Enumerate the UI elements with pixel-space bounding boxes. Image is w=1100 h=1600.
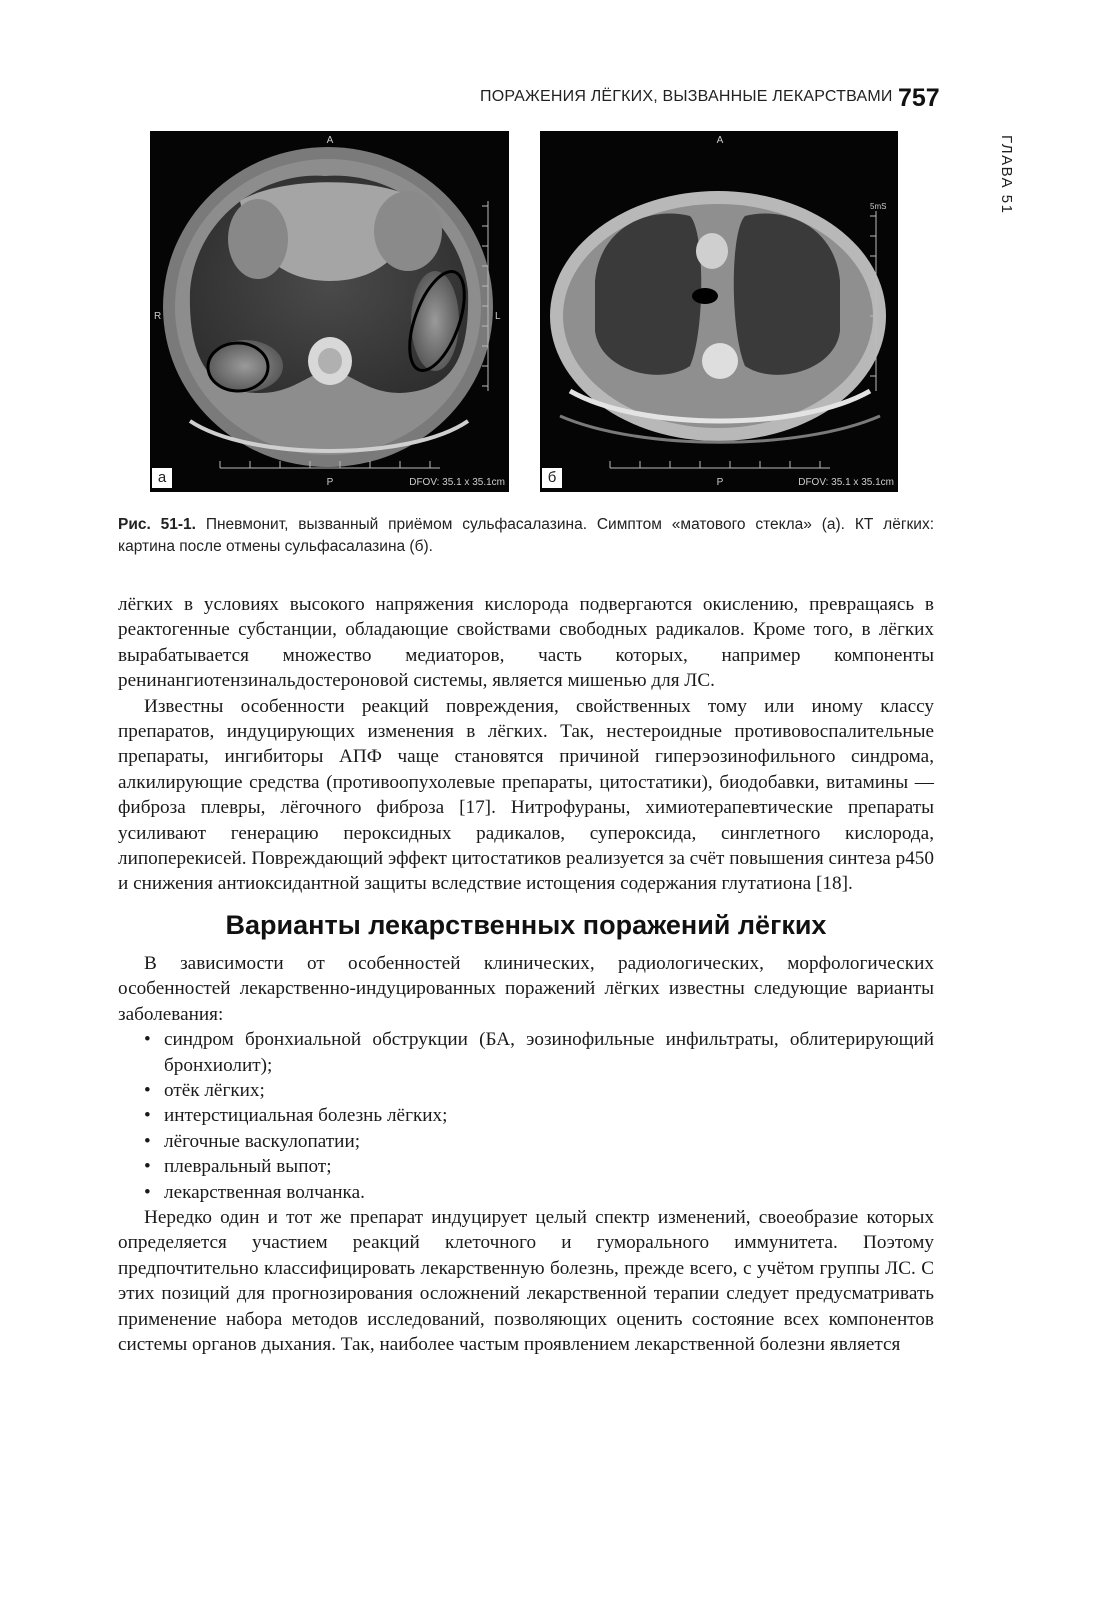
- list-item: • плевральный выпот;: [144, 1154, 934, 1179]
- variants-list: [118, 1027, 934, 1205]
- paragraph-4: Нередко один и тот же препарат индуцирует целый спектр изменений, своеобразие которых определяется участием реакций клеточного и гуморального иммунитета. Поэтому предпочтительно классифицировать лекарственную болезнь, прежде всего, с учётом группы ЛС. С этих позиций для прогнозирования осложнений лекарственной терапии следует предусматривать применение набора методов исследований, позволяющих оценить состояние всех компонентов системы органов дыхания. Так, наиболее частым проявлением лекарственной болезни является: [118, 1206, 934, 1355]
- ct-image-a: [150, 131, 509, 492]
- orientation-top-b: A: [716, 135, 724, 146]
- section-heading: Варианты лекарственных поражений лёгких: [225, 909, 827, 940]
- dfov-text-b: DFOV: 35.1 x 35.1cm: [798, 477, 894, 488]
- list-item: • лекарственная волчанка.: [144, 1180, 934, 1205]
- corner-text-b: 5mS: [870, 202, 887, 211]
- orientation-left-a: R: [154, 311, 162, 322]
- orientation-bottom-a: P: [326, 477, 334, 488]
- dfov-text-a: DFOV: 35.1 x 35.1cm: [409, 477, 505, 488]
- body-text: [118, 592, 934, 1357]
- page-number: 757: [898, 84, 940, 112]
- paragraph-2: Известны особенности реакций повреждения, свойственных тому или иному классу препаратов, индуцирующих изменения в лёгких. Так, нестероидные противовоспалительные препараты, ингибиторы АПФ чаще становятся причиной гиперэозинофильного синдрома, алкилирующие средства (противоопухолевые препараты, цитостатики), биодобавки, витамины — фиброза плевры, лёгочного фиброза [17]. Нитрофураны, химиотерапевтические препараты усиливают генерацию пероксидных радикалов, супероксида, синглетного кислорода, липоперекисей. Повреждающий эффект цитостатиков реализуется за счёт повышения синтеза p450 и снижения антиоксидантной защиты вследствие истощения содержания глутатиона [18].: [118, 695, 934, 895]
- orientation-top-a: A: [326, 135, 334, 146]
- list-item: • синдром бронхиальной обструкции (БА, эозинофильные инфильтраты, облитерирующий бронхиолит);: [144, 1027, 934, 1078]
- ct-scan-a-graphic: [150, 131, 509, 492]
- panel-label-a: а: [152, 468, 172, 488]
- paragraph-3: В зависимости от особенностей клинических, радиологических, морфологических особенностей лекарственно-индуцированных поражений лёгких известны следующие варианты заболевания:: [118, 952, 934, 1025]
- orientation-right-a: L: [495, 311, 501, 322]
- orientation-bottom-b: P: [716, 477, 724, 488]
- panel-label-b: б: [542, 468, 562, 488]
- list-item: • интерстициальная болезнь лёгких;: [144, 1103, 934, 1128]
- list-item: • лёгочные васкулопатии;: [144, 1129, 934, 1154]
- ct-image-b: [540, 131, 898, 492]
- chapter-tab: ГЛАВА 51: [998, 135, 1015, 215]
- figure-caption: [118, 514, 934, 558]
- running-header: ПОРАЖЕНИЯ ЛЁГКИХ, ВЫЗВАННЫЕ ЛЕКАРСТВАМИ: [480, 88, 893, 105]
- figure-number: Рис. 51-1.: [118, 516, 196, 533]
- figure-caption-text: Пневмонит, вызванный приёмом сульфасалазина. Симптом «матового стекла» (а). КТ лёгких: картина после отмены сульфасалазина (б).: [118, 516, 934, 555]
- ct-scan-b-graphic: [540, 131, 898, 492]
- paragraph-1: лёгких в условиях высокого напряжения кислорода подвергаются окислению, превращаясь в реактогенные субстанции, обладающие свойствами свободных радикалов. Кроме того, в лёгких вырабатывается множество медиаторов, часть которых, например компоненты ренинангиотензинальдостероновой системы, является мишенью для ЛС.: [118, 594, 934, 692]
- list-item: • отёк лёгких;: [144, 1078, 934, 1103]
